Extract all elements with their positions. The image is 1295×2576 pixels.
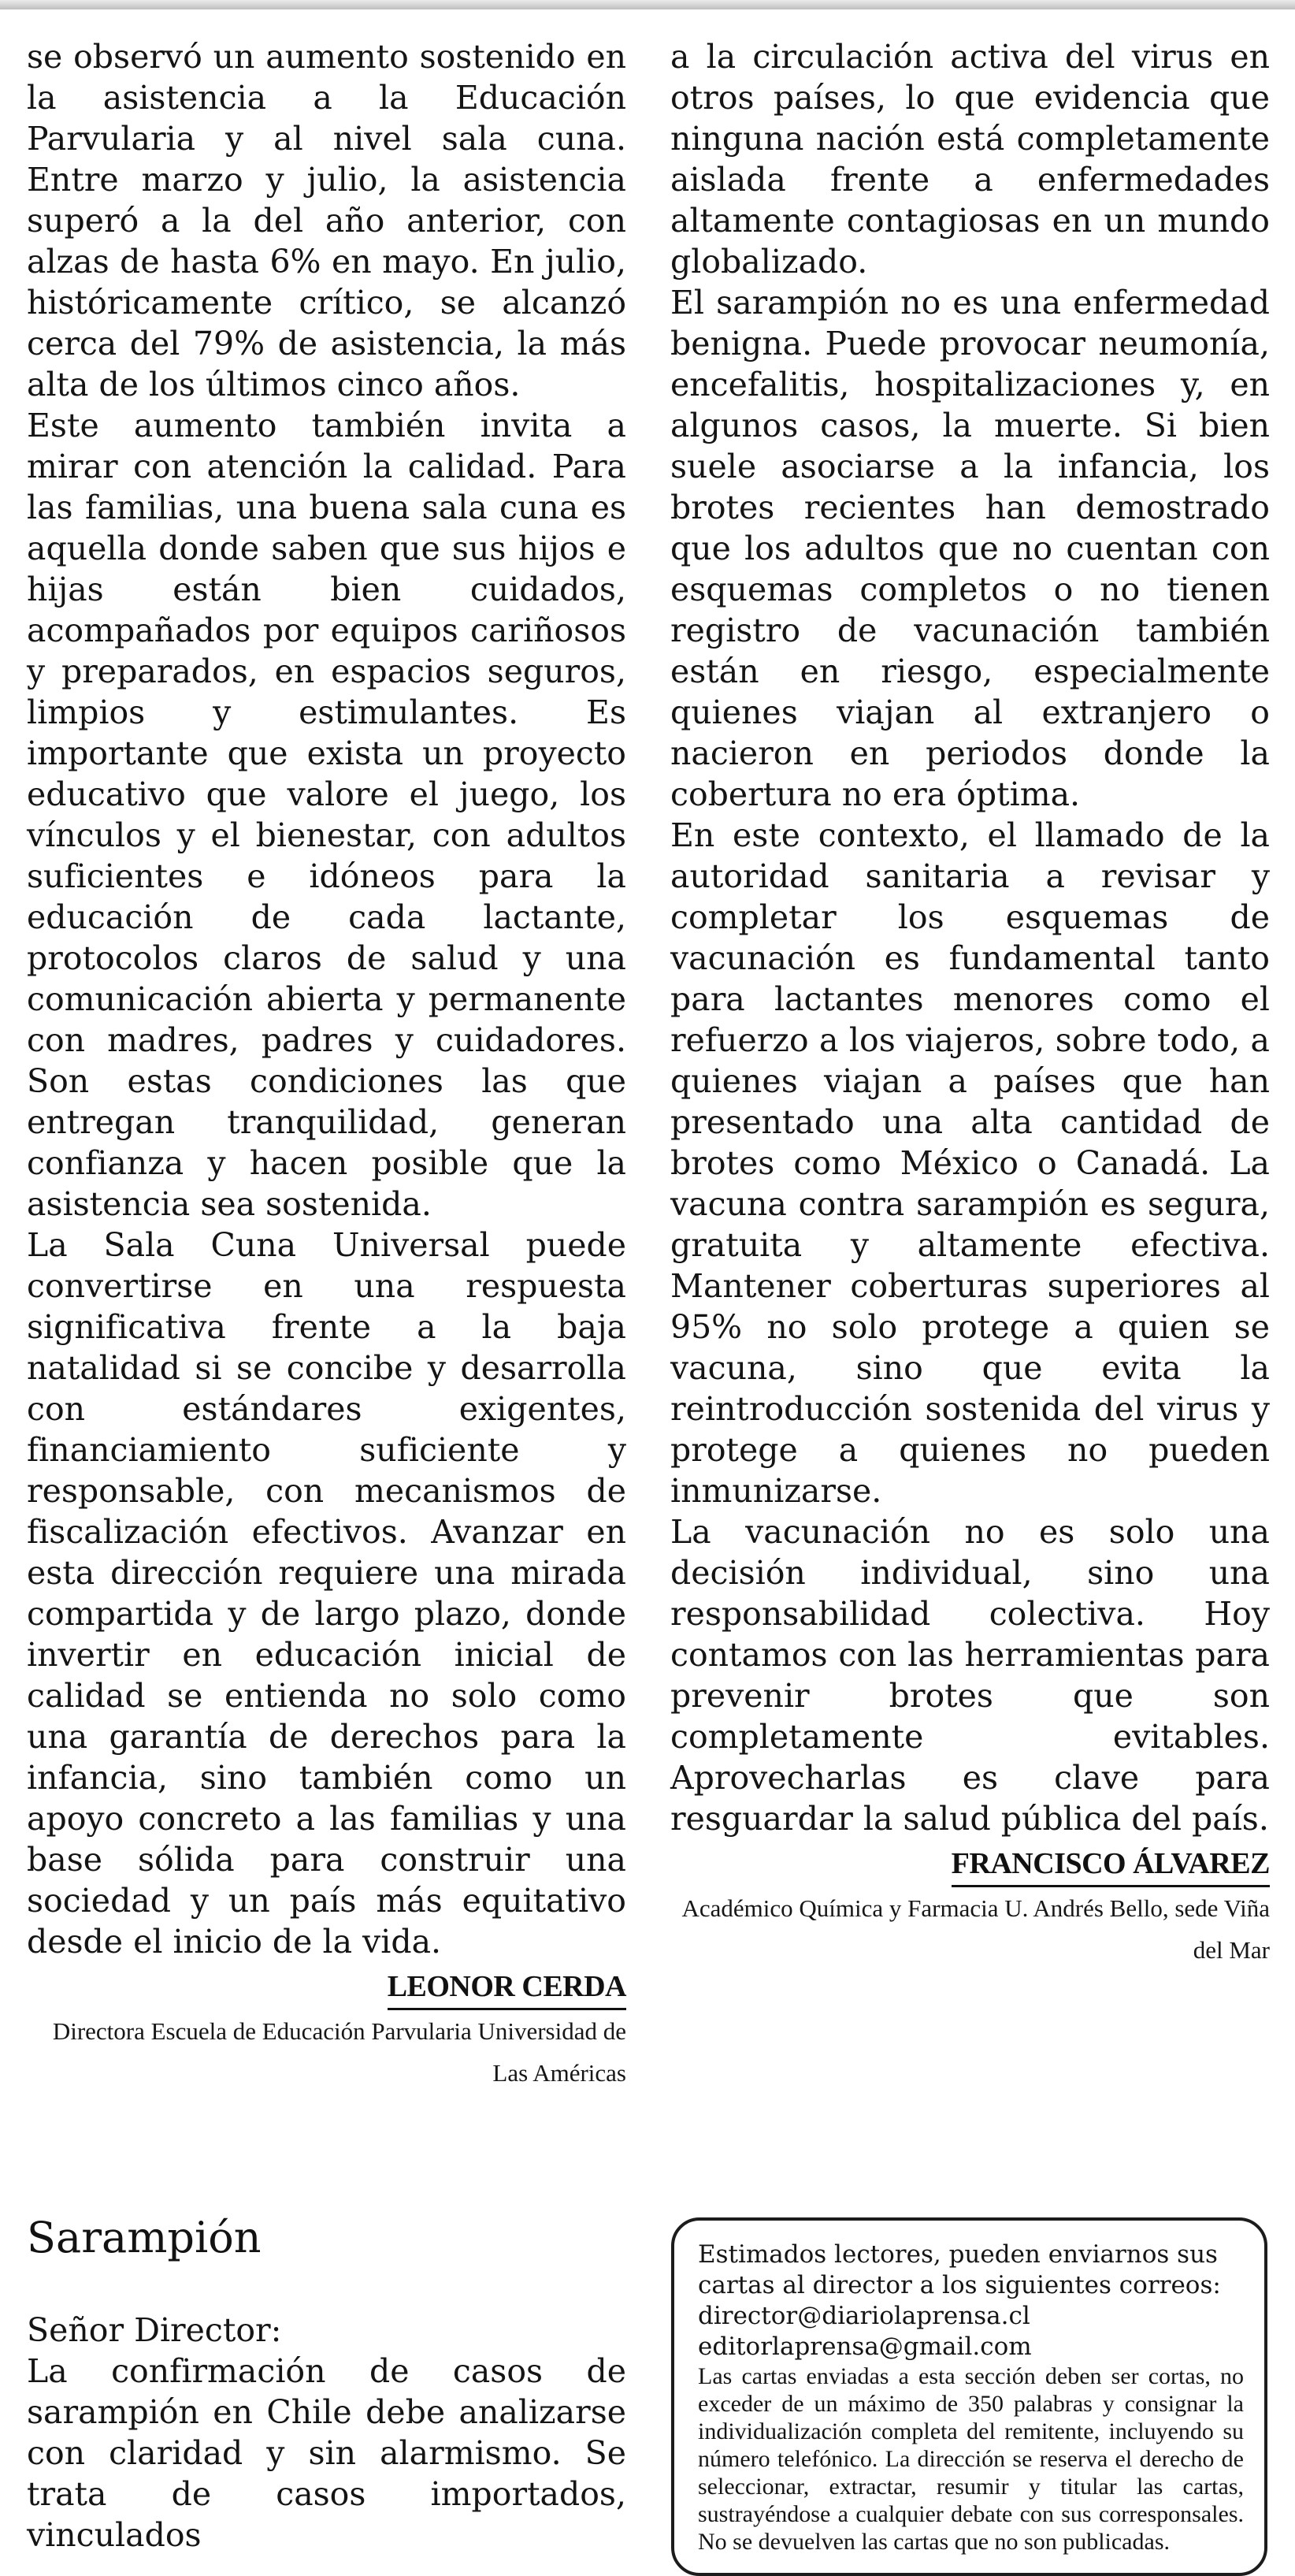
signature-role-line: Directora Escuela de Educación Parvularia Universidad de <box>52 2017 626 2045</box>
signature-block <box>27 1967 626 2094</box>
article-paragraph: Este aumento también invita a mirar con atención la calidad. Para las familias, una buena sala cuna es aquella donde saben que sus hijos e hijas están bien cuidados, acompañados por equipos cariñosos y preparados, en espacios seguros, limpios y estimulantes. Es importante que exista un proyecto educativo que valore el juego, los vínculos y el bienestar, con adultos suficientes e idóneos para la educación de cada lactante, protocolos claros de salud y una comunicación abierta y permanente con madres, padres y cuidadores. Son estas condiciones las que entregan tranquilidad, generan confianza y hacen posible que la asistencia sea sostenida. <box>27 407 626 1223</box>
article-paragraph: La Sala Cuna Universal puede convertirse en una respuesta significativa frente a la baja natalidad si se concibe y desarrolla con estándares exigentes, financiamiento suficiente y responsable, con mecanismos de fiscalización efectivos. Avanzar en esta dirección requiere una mirada compartida y de largo plazo, donde invertir en educación inicial de calidad se entienda no solo como una garantía de derechos para la infancia, sino también como un apoyo concreto a las familias y una base sólida para construir una sociedad y un país más equitativo desde el inicio de la vida. <box>27 1226 626 1961</box>
section-heading: Sarampión <box>27 2213 262 2262</box>
letter-paragraph: La confirmación de casos de sarampión en Chile debe analizarse con claridad y sin alarmismo. Se trata de casos importados, vinculados <box>27 2352 626 2554</box>
letter-body <box>27 2310 626 2556</box>
email-address: editorlaprensa@gmail.com <box>698 2333 1032 2361</box>
letter-sarampion-start <box>27 2214 626 2556</box>
article-paragraph: se observó un aumento sostenido en la asistencia a la Educación Parvularia y al nivel sala cuna. Entre marzo y julio, la asistencia superó a la del año anterior, con alzas de hasta 6% en mayo. En julio, históricamente crítico, se alcanzó cerca del 79% de asistencia, la más alta de los últimos cinco años. <box>27 38 626 403</box>
article-paragraph: El sarampión no es una enfermedad benigna. Puede provocar neumonía, encefalitis, hospitalizaciones y, en algunos casos, la muerte. Si bien suele asociarse a la infancia, los brotes recientes han demostrado que los adultos que no cuentan con esquemas completos o no tienen registro de vacunación también están en riesgo, especialmente quienes viajan al extranjero o nacieron en periodos donde la cobertura no era óptima. <box>670 284 1270 813</box>
letter-salutation: Señor Director: <box>27 2311 282 2349</box>
letters-box-intro: Estimados lectores, pueden enviarnos sus cartas al director a los siguientes correos: <box>698 2240 1221 2299</box>
top-rule <box>0 0 1295 9</box>
article-paragraph: a la circulación activa del virus en otros países, lo que evidencia que ninguna nación está completamente aislada frente a enfermedades altamente contagiosas en un mundo globalizado. <box>670 38 1270 281</box>
signature-role-line: del Mar <box>1193 1936 1270 1964</box>
signature-role-line: Las Américas <box>492 2059 626 2087</box>
signature-name: LEONOR CERDA <box>388 1967 626 2010</box>
letter-sala-cuna <box>27 36 626 2094</box>
letter-sarampion-continuation <box>670 36 1270 1971</box>
signature-block <box>670 1844 1270 1971</box>
email-address: director@diariolaprensa.cl <box>698 2302 1030 2330</box>
letters-box-policy: Las cartas enviadas a esta sección deben ser cortas, no exceder de un máximo de 350 palabras y consignar la individualización completa del remitente, incluyendo su número telefónico. La dirección se reserva el derecho de seleccionar, extractar, resumir y titular las cartas, sustrayéndose a cualquier debate con sus corresponsales. No se devuelven las cartas que no son publicadas. <box>698 2363 1244 2555</box>
left-column <box>27 36 626 2575</box>
article-paragraph: En este contexto, el llamado de la autoridad sanitaria a revisar y completar los esquemas de vacunación es fundamental tanto para lactantes menores como el refuerzo a los viajeros, sobre todo, a quienes viajan a países que han presentado una alta cantidad de brotes como México o Canadá. La vacuna contra sarampión es segura, gratuita y altamente efectiva. Mantener coberturas superiores al 95% no solo protege a quien se vacuna, sino que evita la reintroducción sostenida del virus y protege a quienes no pueden inmunizarse. <box>670 816 1270 1510</box>
article-paragraph: La vacunación no es solo una decisión individual, sino una responsabilidad colectiva. Hoy contamos con las herramientas para prevenir brotes que son completamente evitables. Aprovecharlas es clave para resguardar la salud pública del país. <box>670 1513 1270 1838</box>
letters-page <box>0 9 1295 2575</box>
signature-name: FRANCISCO ÁLVAREZ <box>952 1844 1270 1887</box>
signature-role-line: Académico Química y Farmacia U. Andrés Bello, sede Viña <box>681 1894 1270 1922</box>
letters-box <box>671 2217 1267 2576</box>
right-column <box>670 36 1270 2575</box>
